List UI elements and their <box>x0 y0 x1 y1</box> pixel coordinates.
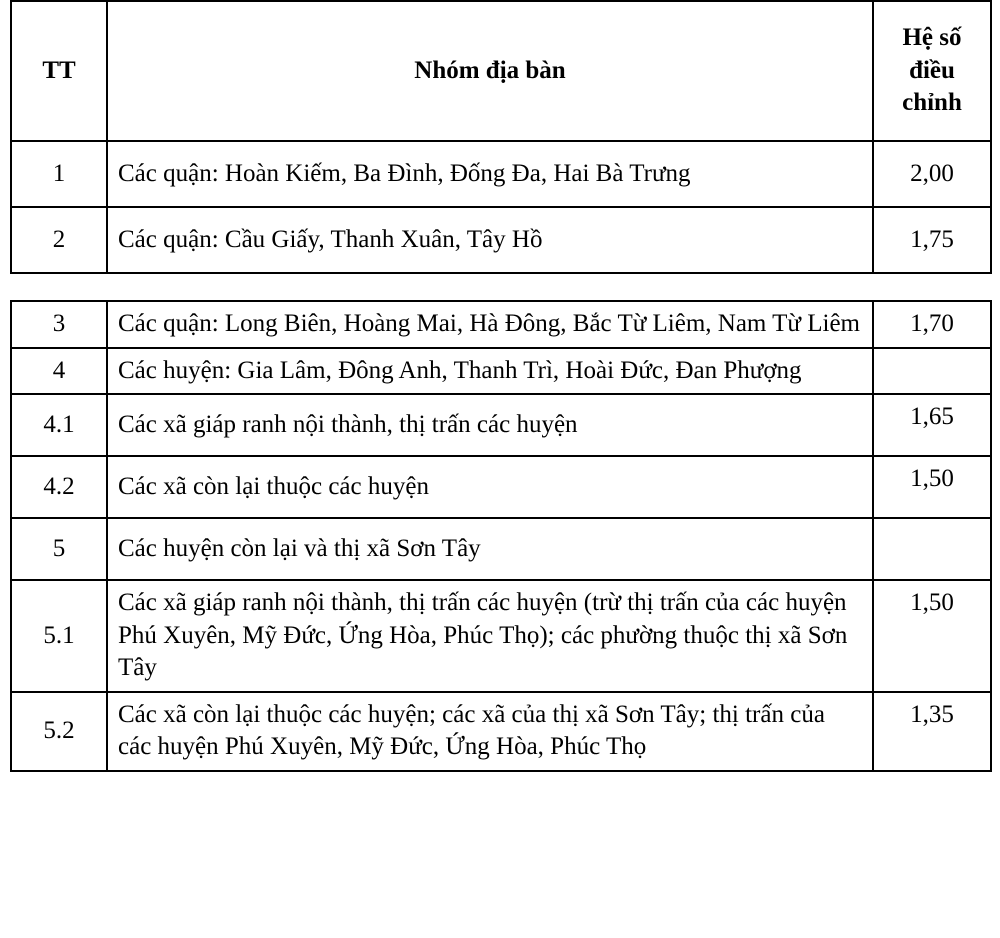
row-index: 5.1 <box>11 580 107 692</box>
table-row <box>11 348 991 395</box>
header-cell-coefficient: Hệ số điều chỉnh <box>873 1 991 141</box>
row-group-name: Các huyện còn lại và thị xã Sơn Tây <box>107 518 873 580</box>
row-coefficient: 2,00 <box>873 141 991 207</box>
row-group-name: Các quận: Cầu Giấy, Thanh Xuân, Tây Hồ <box>107 207 873 273</box>
row-index: 1 <box>11 141 107 207</box>
table-row <box>11 518 991 580</box>
row-coefficient: 1,50 <box>873 456 991 518</box>
row-index: 5 <box>11 518 107 580</box>
table-row <box>11 456 991 518</box>
row-group-name: Các xã giáp ranh nội thành, thị trấn các huyện (trừ thị trấn của các huyện Phú Xuyên, Mỹ Đức, Ứng Hòa, Phúc Thọ); các phường thuộc thị xã Sơn Tây <box>107 580 873 692</box>
row-index: 2 <box>11 207 107 273</box>
table-header-row <box>11 1 991 141</box>
coefficient-table-part-1 <box>10 0 992 274</box>
row-index: 4.1 <box>11 394 107 456</box>
row-group-name: Các xã còn lại thuộc các huyện; các xã của thị xã Sơn Tây; thị trấn của các huyện Phú Xuyên, Mỹ Đức, Ứng Hòa, Phúc Thọ <box>107 692 873 771</box>
table-row <box>11 692 991 771</box>
row-index: 4.2 <box>11 456 107 518</box>
table-section-gap <box>10 274 990 300</box>
row-coefficient: 1,50 <box>873 580 991 692</box>
row-index: 3 <box>11 301 107 348</box>
row-coefficient: 1,35 <box>873 692 991 771</box>
row-index: 5.2 <box>11 692 107 771</box>
row-coefficient <box>873 348 991 395</box>
table-row <box>11 394 991 456</box>
table-row <box>11 207 991 273</box>
row-coefficient: 1,70 <box>873 301 991 348</box>
row-coefficient: 1,75 <box>873 207 991 273</box>
table-row <box>11 141 991 207</box>
table-row <box>11 580 991 692</box>
row-coefficient <box>873 518 991 580</box>
header-cell-group: Nhóm địa bàn <box>107 1 873 141</box>
row-group-name: Các xã giáp ranh nội thành, thị trấn các huyện <box>107 394 873 456</box>
row-index: 4 <box>11 348 107 395</box>
row-coefficient: 1,65 <box>873 394 991 456</box>
table-row <box>11 301 991 348</box>
row-group-name: Các quận: Long Biên, Hoàng Mai, Hà Đông, Bắc Từ Liêm, Nam Từ Liêm <box>107 301 873 348</box>
row-group-name: Các quận: Hoàn Kiếm, Ba Đình, Đống Đa, Hai Bà Trưng <box>107 141 873 207</box>
header-cell-tt: TT <box>11 1 107 141</box>
coefficient-table-part-2 <box>10 300 992 772</box>
row-group-name: Các xã còn lại thuộc các huyện <box>107 456 873 518</box>
row-group-name: Các huyện: Gia Lâm, Đông Anh, Thanh Trì, Hoài Đức, Đan Phượng <box>107 348 873 395</box>
